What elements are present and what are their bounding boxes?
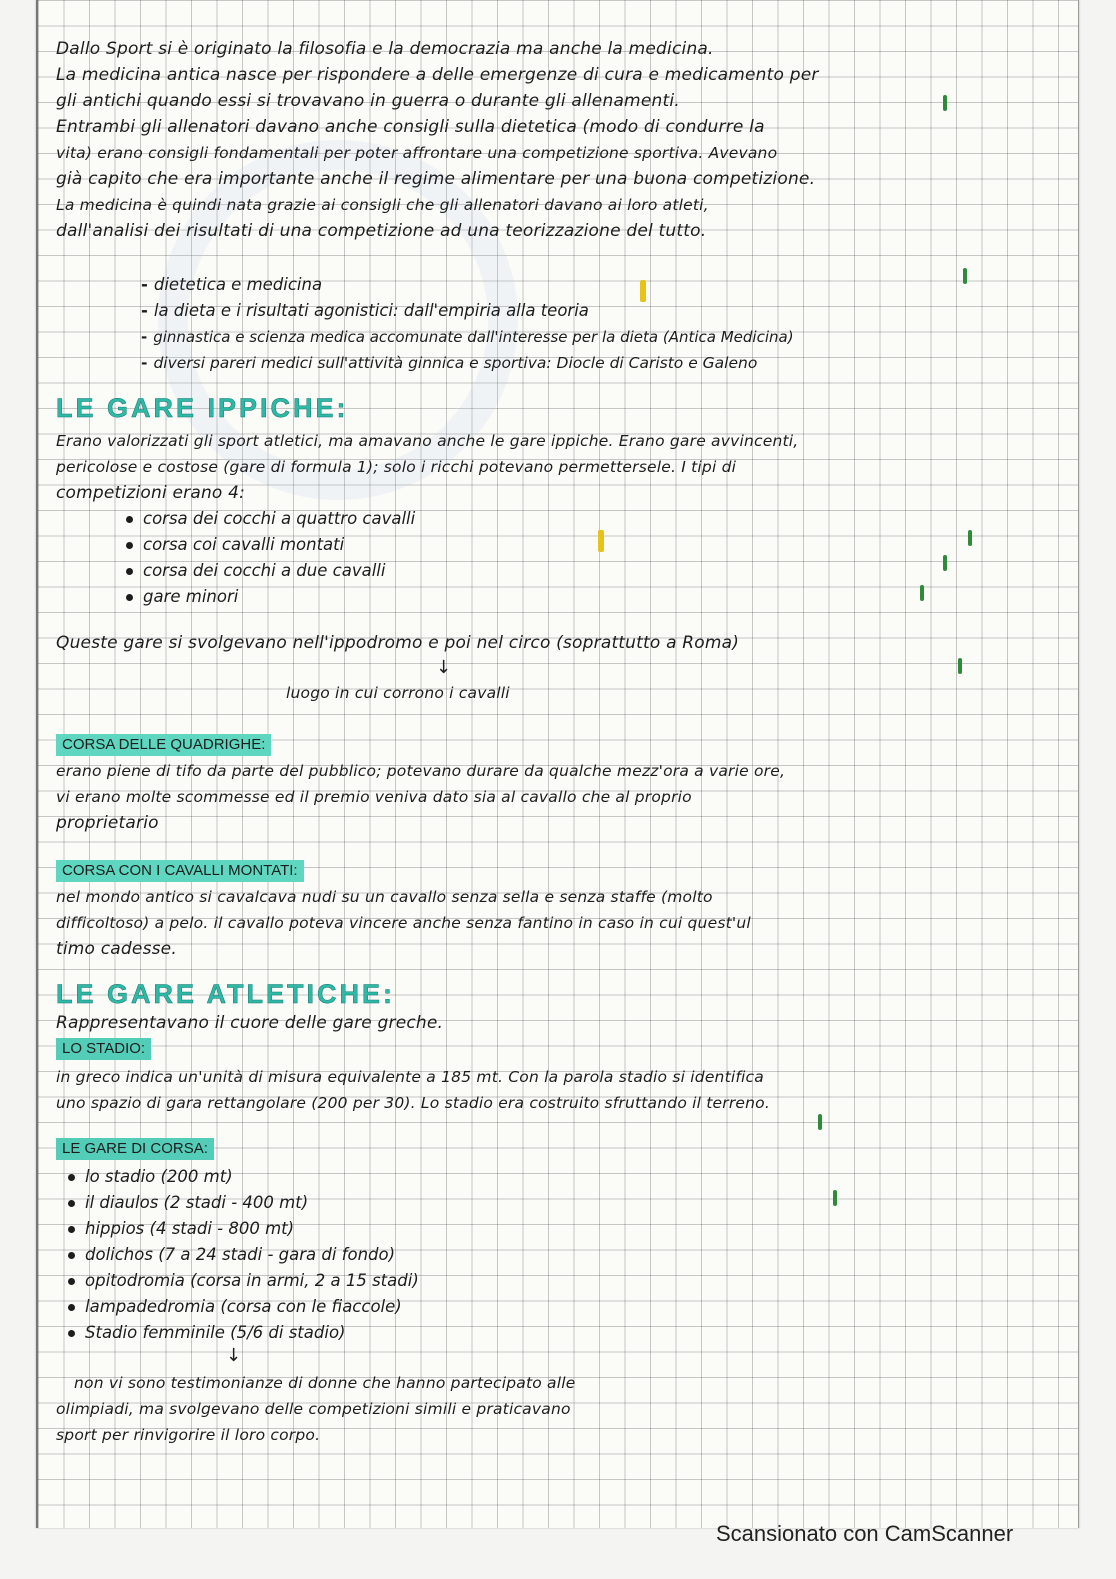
ippiche-line: pericolose e costose (gare di formula 1); solo i ricchi potevano permettersele. I tipi di — [56, 458, 737, 476]
bullet-icon — [126, 516, 133, 523]
bullet-icon — [68, 1226, 75, 1233]
intro-line: La medicina è quindi nata grazie ai consigli che gli allenatori davano ai loro atleti, — [56, 196, 709, 214]
intro-line: vita) erano consigli fondamentali per poter affrontare una competizione sportiva. Avevano — [56, 144, 778, 162]
bullet-icon — [126, 594, 133, 601]
stadio-line: uno spazio di gara rettangolare (200 per 30). Lo stadio era costruito sfruttando il terreno. — [56, 1094, 770, 1112]
notebook-page — [36, 0, 1079, 1528]
scanner-watermark-text: Scansionato con CamScanner — [716, 1521, 1014, 1546]
stadio-line: in greco indica un'unità di misura equivalente a 185 mt. Con la parola stadio si identifica — [56, 1068, 764, 1086]
label-cavalli-montati: CORSA CON I CAVALLI MONTATI: — [56, 860, 304, 882]
intro-line: gli antichi quando essi si trovavano in guerra o durante gli allenamenti. — [56, 91, 680, 111]
ink-mark — [958, 658, 962, 674]
intro-line: La medicina antica nasce per rispondere a delle emergenze di cura e medicamento per — [56, 65, 819, 85]
bullet-icon — [68, 1330, 75, 1337]
ink-mark — [968, 530, 972, 546]
topic-item: - dietetica e medicina — [141, 275, 323, 294]
quadrighe-line: proprietario — [56, 813, 159, 833]
venue-line: Queste gare si svolgevano nell'ippodromo e poi nel circo (soprattutto a Roma) — [56, 633, 740, 653]
bullet-icon — [126, 542, 133, 549]
label-quadrighe: CORSA DELLE QUADRIGHE: — [56, 734, 271, 756]
topic-item: - diversi pareri medici sull'attività ginnica e sportiva: Diocle di Caristo e Galeno — [141, 354, 758, 372]
race-item: opitodromia (corsa in armi, 2 a 15 stadi) — [68, 1268, 419, 1294]
down-arrow-icon: ↓ — [436, 657, 452, 678]
montati-line: nel mondo antico si cavalcava nudi su un cavallo senza sella e senza staffe (molto — [56, 888, 713, 906]
race-item: hippios (4 stadi - 800 mt) — [68, 1216, 294, 1242]
section-title-atletiche: LE GARE ATLETICHE: — [56, 979, 395, 1009]
race-type-item: corsa dei cocchi a due cavalli — [126, 558, 385, 584]
intro-line: già capito che era importante anche il regime alimentare per una buona competizione. — [56, 169, 816, 189]
highlighter-mark — [598, 530, 604, 552]
ink-mark — [920, 585, 924, 601]
closing-line: olimpiadi, ma svolgevano delle competizioni simili e praticavano — [56, 1400, 571, 1418]
montati-line: timo cadesse. — [56, 939, 177, 959]
label-gare-corsa: LE GARE DI CORSA: — [56, 1138, 214, 1160]
ippiche-line: Erano valorizzati gli sport atletici, ma amavano anche le gare ippiche. Erano gare avvincenti, — [56, 432, 799, 450]
ink-mark — [818, 1114, 822, 1130]
ippiche-line: competizioni erano 4: — [56, 483, 246, 503]
race-type-item: gare minori — [126, 584, 238, 610]
topic-item: - ginnastica e scienza medica accomunate dall'interesse per la dieta (Antica Medicina) — [141, 328, 794, 346]
bullet-icon — [68, 1304, 75, 1311]
ink-mark — [943, 95, 947, 111]
race-item: dolichos (7 a 24 stadi - gara di fondo) — [68, 1242, 395, 1268]
quadrighe-line: erano piene di tifo da parte del pubblico; potevano durare da qualche mezz'ora a varie ore, — [56, 762, 786, 780]
race-item: lo stadio (200 mt) — [68, 1164, 233, 1190]
race-item: Stadio femminile (5/6 di stadio) — [68, 1320, 345, 1346]
intro-line: dall'analisi dei risultati di una competizione ad una teorizzazione del tutto. — [56, 221, 707, 241]
ink-mark — [833, 1190, 837, 1206]
closing-line: non vi sono testimonianze di donne che hanno partecipato alle — [74, 1374, 576, 1392]
intro-line: Dallo Sport si è originato la filosofia e la democrazia ma anche la medicina. — [56, 39, 714, 59]
highlighter-mark — [640, 280, 646, 302]
ink-mark — [943, 555, 947, 571]
down-arrow-icon: ↓ — [226, 1345, 242, 1366]
bullet-icon — [68, 1174, 75, 1181]
ink-mark — [963, 268, 967, 284]
section-title-ippiche: LE GARE IPPICHE: — [56, 393, 349, 423]
intro-line: Entrambi gli allenatori davano anche consigli sulla dietetica (modo di condurre la — [56, 117, 765, 137]
bullet-icon — [68, 1200, 75, 1207]
topic-item: - la dieta e i risultati agonistici: dall'empiria alla teoria — [141, 301, 589, 320]
race-type-item: corsa coi cavalli montati — [126, 532, 344, 558]
closing-line: sport per rinvigorire il loro corpo. — [56, 1426, 321, 1444]
atletiche-line: Rappresentavano il cuore delle gare greche. — [56, 1013, 444, 1033]
bullet-icon — [68, 1278, 75, 1285]
race-item: lampadedromia (corsa con le fiaccole) — [68, 1294, 402, 1320]
venue-note: luogo in cui corrono i cavalli — [286, 684, 510, 702]
bullet-icon — [126, 568, 133, 575]
race-item: il diaulos (2 stadi - 400 mt) — [68, 1190, 308, 1216]
montati-line: difficoltoso) a pelo. il cavallo poteva vincere anche senza fantino in caso in cui quest'ul — [56, 914, 751, 932]
quadrighe-line: vi erano molte scommesse ed il premio veniva dato sia al cavallo che al proprio — [56, 788, 692, 806]
bullet-icon — [68, 1252, 75, 1259]
race-type-item: corsa dei cocchi a quattro cavalli — [126, 506, 415, 532]
label-stadio: LO STADIO: — [56, 1038, 151, 1060]
